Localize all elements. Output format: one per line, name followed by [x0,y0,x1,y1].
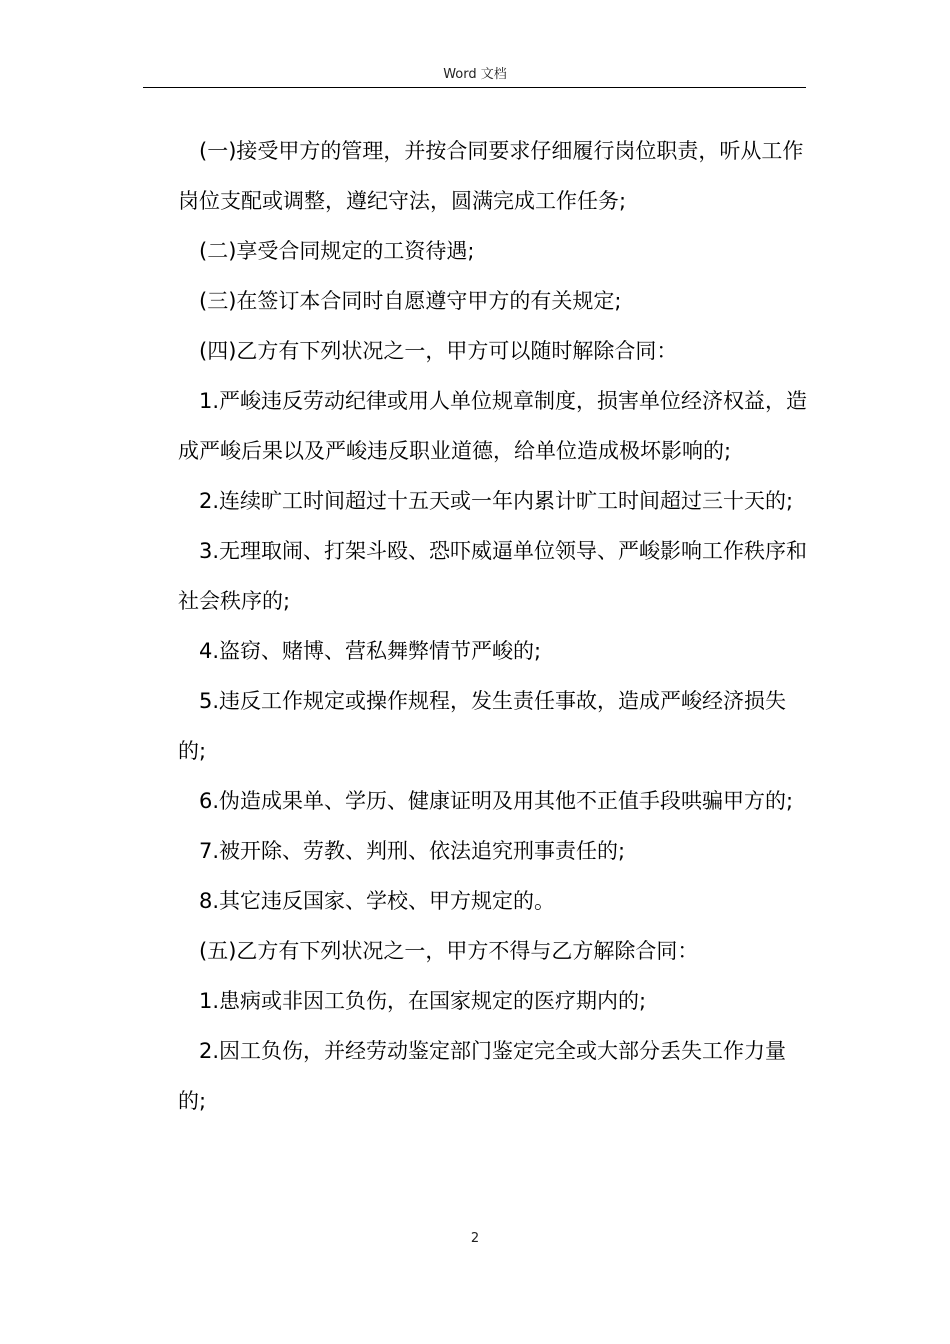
paragraph: 5.违反工作规定或操作规程，发生责任事故，造成严峻经济损失的; [178,689,787,763]
paragraph: 2.因工负伤，并经劳动鉴定部门鉴定完全或大部分丢失工作力量的; [178,1039,787,1113]
paragraph: 7.被开除、劳教、判刑、依法追究刑事责任的; [199,839,626,863]
paragraph: 6.伪造成果单、学历、健康证明及用其他不正值手段哄骗甲方的; [199,789,794,813]
paragraph: 8.其它违反国家、学校、甲方规定的。 [199,889,556,913]
paragraph: (五)乙方有下列状况之一，甲方不得与乙方解除合同： [199,939,699,963]
paragraph: (三)在签订本合同时自愿遵守甲方的有关规定; [199,289,622,313]
paragraph: 1.患病或非因工负伤，在国家规定的医疗期内的; [199,989,647,1013]
paragraph: 4.盗窃、赌博、营私舞弊情节严峻的; [199,639,542,663]
document-body [178,126,808,1126]
paragraph: (一)接受甲方的管理，并按合同要求仔细履行岗位职责，听从工作岗位支配或调整，遵纪守法，圆满完成工作任务; [178,139,804,213]
paragraph: (四)乙方有下列状况之一，甲方可以随时解除合同： [199,339,678,363]
paragraph: 3.无理取闹、打架斗殴、恐吓威逼单位领导、严峻影响工作秩序和社会秩序的; [178,539,808,613]
paragraph: 2.连续旷工时间超过十五天或一年内累计旷工时间超过三十天的; [199,489,794,513]
header-divider [143,87,806,88]
paragraph: (二)享受合同规定的工资待遇; [199,239,475,263]
page-header: Word 文档 [443,67,507,82]
paragraph: 1.严峻违反劳动纪律或用人单位规章制度，损害单位经济权益，造成严峻后果以及严峻违反职业道德，给单位造成极坏影响的; [178,389,808,463]
page-number: 2 [470,1231,480,1246]
